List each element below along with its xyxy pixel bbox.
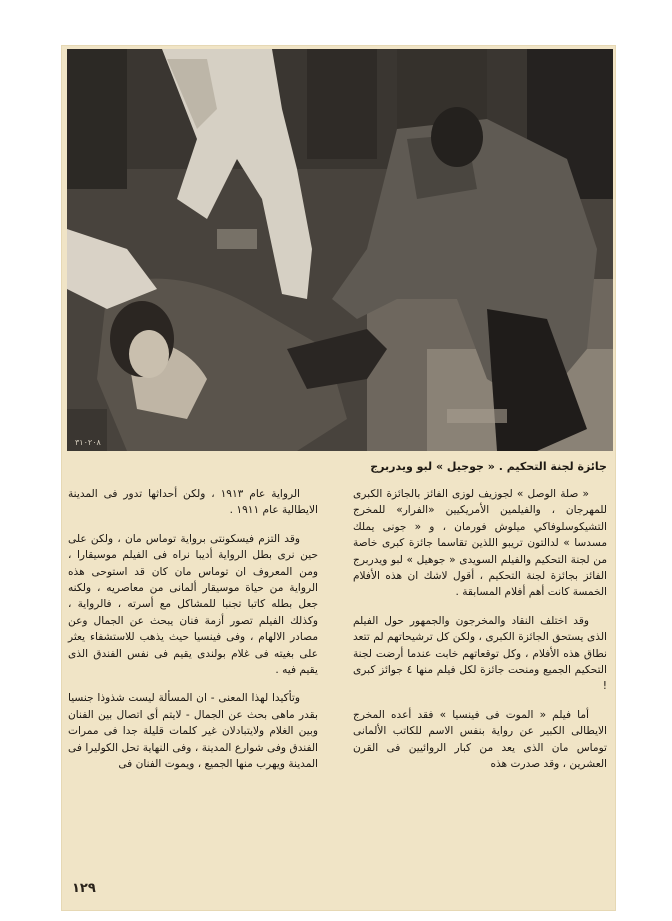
paragraph: أما فيلم « الموت فى فينسيا » فقد أعده المخرج الايطالى الكبير عن رواية بنفس الاسم للكاتب الألمانى توماس مان الذى يعد من كبار الروائيين فى القرن العشرين ، وقد صدرت هذه <box>353 708 607 771</box>
article-column-right <box>353 486 607 785</box>
paragraph: الرواية عام ١٩١٣ ، ولكن أحداثها تدور فى المدينة الايطالية عام ١٩١١ . <box>68 488 318 517</box>
photo-caption: جائزة لجنة التحكيم . « جوجيل » لبو ويدربرج <box>370 460 607 473</box>
magazine-page <box>62 46 615 910</box>
article-column-left <box>68 486 318 785</box>
paragraph: « صلة الوصل » لجوزيف لوزى الفائز بالجائزة الكبرى للمهرجان ، والفيلمين الأمريكيين «الفرار» للمخرج التشيكوسلوفاكي ميلوش فورمان ، و « جونى يملك مسدسا » لدالتون تريبو اللذين تقاسما جائزة كبرى خاصة من لجنة التحكيم والفيلم السويدى « جوهيل » لبو ويدربرج الفائز بجائزة لجنة التحكيم ، أقول لاشك ان هذه الأفلام الخمسة كانت أهم أفلام المسابقة . <box>353 488 607 599</box>
photo-stamp: ٣١٠٢٠٨ <box>75 438 101 447</box>
paragraph: وقد التزم فيسكونتى برواية توماس مان ، ولكن على حين نرى بطل الرواية أديبا نراه فى الفيلم موسيقارا ، ومن المعروف ان توماس مان كان قد استوحى هذه الرواية من حياة موسيقار ألمانى من معاصريه ، ولكنه جعل بطله كاتبا تجنبا للمشاكل مع أسرته ، فالرواية ، وكذلك الفيلم تصور أزمة فنان يبحث عن الجمال وعن مصادر الالهام ، وفى فينسيا حيث يذهب للاستشفاء يعثر على بغيته فى غلام بولندى يقيم فى نفس الفندق الذى يقيم فيه . <box>68 532 318 677</box>
paragraph: وقد اختلف النقاد والمخرجون والجمهور حول الفيلم الذى يستحق الجائزة الكبرى ، ولكن كل ترشيحاتهم لم تتعد نطاق هذه الأفلام ، وكل توقعاتهم خابت عندما أرضت لجنة التحكيم الجميع ومنحت جائزة لكل فيلم منها ٤ جوائز كبرى ! <box>353 614 607 693</box>
paragraph: وتأكيدا لهذا المعنى - ان المسألة ليست شذوذا جنسيا بقدر ماهى بحث عن الجمال - لايتم أى اتصال بين الفنان وبين الغلام ولايتبادلان غير كلمات قليلة جدا فى ممرات الفندق وفى شوارع المدينة ، وفى النهاية تحل الكوليرا فى المدينة ويهرب منها الجميع ، ويموت الفنان فى <box>68 692 318 771</box>
page-number: ١٢٩ <box>72 881 96 896</box>
news-photograph <box>67 49 613 451</box>
photo-illustration <box>67 49 613 451</box>
